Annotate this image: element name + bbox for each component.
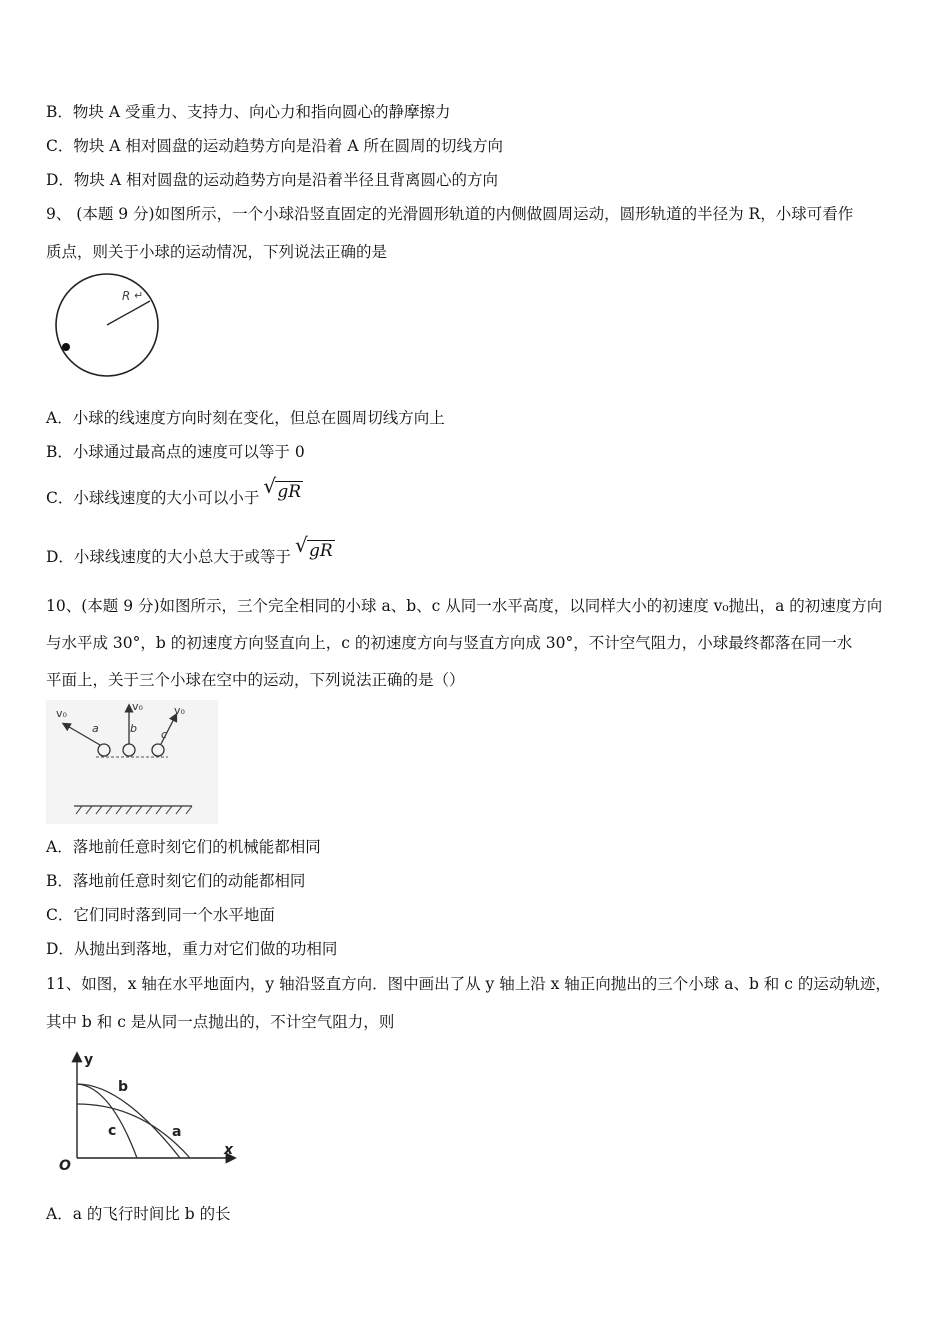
label-b: b — [118, 1079, 129, 1095]
q9-option-b: B．小球通过最高点的速度可以等于 0 — [46, 443, 305, 461]
q11-stem-line1: 11、如图，x 轴在水平地面内，y 轴沿竖直方向．图中画出了从 y 轴上沿 x 轴正向抛出的三个小球 a、b 和 c 的运动轨迹， — [46, 975, 891, 993]
q9-option-c — [46, 474, 303, 508]
sqrt-gr-d: √ gR — [294, 533, 333, 561]
v0-label-c: v₀ — [174, 704, 185, 717]
q9-option-d — [46, 533, 335, 567]
x-axis-label: x — [224, 1142, 234, 1158]
q11-stem-line2: 其中 b 和 c 是从同一点抛出的，不计空气阻力，则 — [46, 1013, 395, 1031]
q8-option-d: D．物块 A 相对圆盘的运动趋势方向是沿着半径且背离圆心的方向 — [46, 171, 498, 189]
trajectory-b — [77, 1084, 180, 1158]
q9-option-a: A．小球的线速度方向时刻在变化，但总在圆周切线方向上 — [46, 409, 445, 427]
q10-stem-line2: 与水平成 30°，b 的初速度方向竖直向上，c 的初速度方向与竖直方向成 30°，不计空气阻力，小球最终都落在同一水 — [46, 634, 853, 652]
q11-trajectory-figure — [52, 1048, 242, 1174]
v0-label-b: v₀ — [132, 700, 143, 713]
sqrt-gr-c: √ gR — [263, 474, 302, 502]
q10-launch-figure — [46, 700, 218, 824]
q9-circle-figure — [50, 272, 165, 384]
q10-stem-line3: 平面上，关于三个小球在空中的运动，下列说法正确的是（） — [46, 671, 465, 689]
label-b: b — [130, 722, 137, 735]
radius-line — [107, 301, 150, 325]
q10-option-b: B．落地前任意时刻它们的动能都相同 — [46, 872, 306, 890]
q8-option-c: C．物块 A 相对圆盘的运动趋势方向是沿着 A 所在圆周的切线方向 — [46, 137, 503, 155]
v0-label-a: v₀ — [56, 707, 67, 720]
q9-option-d-text: D．小球线速度的大小总大于或等于 — [46, 548, 291, 566]
q10-option-c: C．它们同时落到同一个水平地面 — [46, 906, 275, 924]
q9-stem-line1: 9、 (本题 9 分)如图所示，一个小球沿竖直固定的光滑圆形轨道的内侧做圆周运动，圆形轨道的半径为 R，小球可看作 — [46, 205, 854, 223]
trajectory-c — [77, 1084, 137, 1158]
q8-option-b: B．物块 A 受重力、支持力、向心力和指向圆心的静摩擦力 — [46, 103, 451, 121]
label-c: c — [161, 728, 168, 741]
label-c: c — [108, 1123, 117, 1139]
label-a: a — [172, 1124, 182, 1140]
q9-stem-line2: 质点，则关于小球的运动情况，下列说法正确的是 — [46, 243, 388, 261]
y-axis-label: y — [84, 1052, 94, 1068]
q9-option-c-text: C．小球线速度的大小可以小于 — [46, 489, 260, 507]
radius-label: R — [122, 289, 131, 303]
q10-stem-line1: 10、(本题 9 分)如图所示，三个完全相同的小球 a、b、c 从同一水平高度，以同样大小的初速度 v₀抛出，a 的初速度方向 — [46, 597, 883, 615]
ball — [62, 343, 70, 351]
origin-label: O — [59, 1158, 71, 1174]
q10-option-a: A．落地前任意时刻它们的机械能都相同 — [46, 838, 321, 856]
label-a: a — [92, 722, 99, 735]
radius-label-mark: ↵ — [134, 289, 144, 302]
q10-option-d: D．从抛出到落地，重力对它们做的功相同 — [46, 940, 338, 958]
q11-option-a: A．a 的飞行时间比 b 的长 — [46, 1205, 231, 1223]
